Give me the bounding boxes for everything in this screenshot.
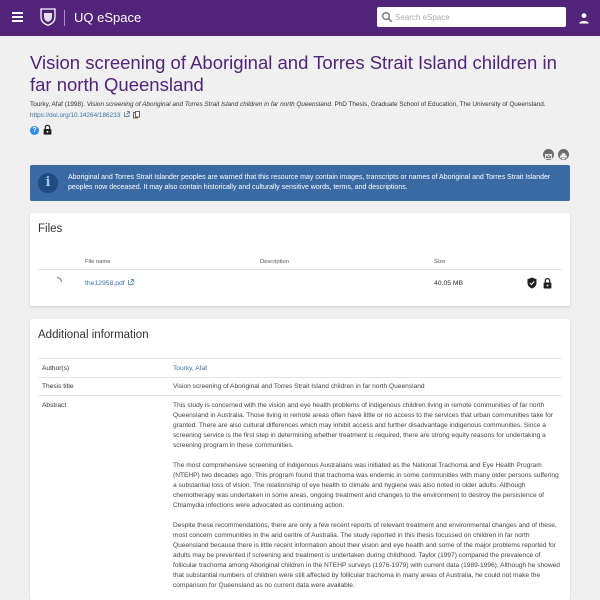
row-divider: [38, 377, 562, 378]
row-divider: [38, 358, 562, 359]
additional-information-heading: Additional information: [38, 329, 149, 341]
page-title: Vision screening of Aboriginal and Torres Strait Island children in far north Queensland: [30, 52, 557, 95]
citation-title: Vision screening of Aboriginal and Torres Strait Island children in far north Queensland: [86, 101, 331, 108]
column-header-size: Size: [434, 259, 446, 265]
files-card: [30, 213, 570, 306]
menu-icon[interactable]: [12, 12, 23, 22]
search-input[interactable]: [395, 9, 563, 25]
app-title[interactable]: UQ eSpace: [74, 10, 142, 25]
external-link-icon[interactable]: [124, 111, 130, 117]
account-icon[interactable]: [578, 12, 590, 24]
print-record-button[interactable]: [558, 149, 569, 160]
thesis-title-value: Vision screening of Aboriginal and Torres Strait Island children in far north Queensland: [173, 383, 425, 390]
lock-icon: [43, 124, 52, 135]
shield-check-icon: [527, 277, 537, 289]
help-icon[interactable]: ?: [30, 126, 39, 135]
search-box[interactable]: [377, 7, 566, 27]
additional-information-card: [30, 319, 570, 600]
citation: [30, 101, 570, 108]
email-record-button[interactable]: [543, 149, 554, 160]
copy-icon[interactable]: [133, 111, 140, 119]
app-bar-divider: [64, 10, 65, 26]
file-size: 40.05 MB: [434, 280, 464, 287]
file-loading-spinner-icon: [51, 276, 63, 288]
column-header-description: Description: [260, 259, 289, 265]
abstract-paragraph: Despite these recommendations, there are only a few recent reports of relevant treatment and environmental changes and of these, most concern communities in the arid centre of Australia. The study reported in this thesis focussed on children in far north Queensland because there is little recent information about their vision and eye health and some of the major problems reported for adults may be prevented if screening and treatment is undertaken during childhood. Taylor (1997) compared the prevalence of follicular trachoma among Aboriginal children in the NTEHP surveys (1976-1979) with current data (1989-1996). Although he showed that substantial numbers of children were still affected by follicular trachoma in many areas of Australia, he could not make the comparison for Queensland as no current data were available.: [173, 522, 560, 589]
files-heading: Files: [38, 223, 63, 235]
file-link[interactable]: the12958.pdf: [85, 280, 125, 287]
app-bar: [0, 0, 600, 36]
cultural-advice-text: Aboriginal and Torres Strait Islander peoples are warned that this resource may contain images, transcripts or names of Aboriginal and Torres Strait Islander peoples now deceased. It may also contain historically and culturally sensitive words, terms, and descriptions.: [68, 174, 551, 191]
print-icon: [558, 151, 569, 162]
author-link[interactable]: Tourky, Afaf: [173, 365, 207, 372]
citation-suffix: . PhD Thesis, Graduate School of Education, The University of Queensland.: [330, 101, 546, 108]
doi-link[interactable]: https://doi.org/10.14264/186233: [30, 112, 121, 119]
thesis-title-label: Thesis title: [42, 383, 74, 390]
search-icon: [381, 11, 393, 23]
abstract-value: [173, 401, 560, 600]
info-icon: i: [38, 173, 58, 193]
mail-icon: [543, 151, 554, 162]
files-header-divider: [38, 269, 562, 270]
uq-logo-icon[interactable]: [40, 8, 56, 26]
row-divider: [38, 395, 562, 396]
column-header-file-name: File name: [85, 259, 111, 265]
abstract-label: Abstract: [42, 402, 67, 409]
abstract-paragraph: The most comprehensive screening of indigenous Australians was initiated as the National Trachoma and Eye Health Program (NTEHP) two decades ago. This program found that trachoma was endemic in some communities with many older persons suffering a substantial loss of vision. The relationship of eye health to climate and hygiene was also noted in older adults. Although chemotherapy was undertaken in some areas, ongoing treatment and changes to the environment to destroy the persistence of Chlamydia infections were advocated as continuing action.: [173, 462, 559, 509]
external-link-icon[interactable]: [128, 279, 134, 285]
authors-label: Author(s): [42, 365, 70, 372]
cultural-advice-banner: [30, 165, 570, 201]
abstract-paragraph: This study is concerned with the vision and eye health problems of indigenous children living in remote communities of far north Queensland in Australia. Those living in remote areas often have little or no access to the services that urban communities take for granted. There are also cultural differences which may inhibit access and further disadvantage indigenous communities. Since a screening service is the first step in determining whether treatment is required, there are strong equity reasons for undertaking a screening program in these communities.: [173, 402, 553, 449]
citation-prefix: Tourky, Afaf (1998).: [30, 101, 85, 108]
lock-icon: [543, 277, 552, 289]
